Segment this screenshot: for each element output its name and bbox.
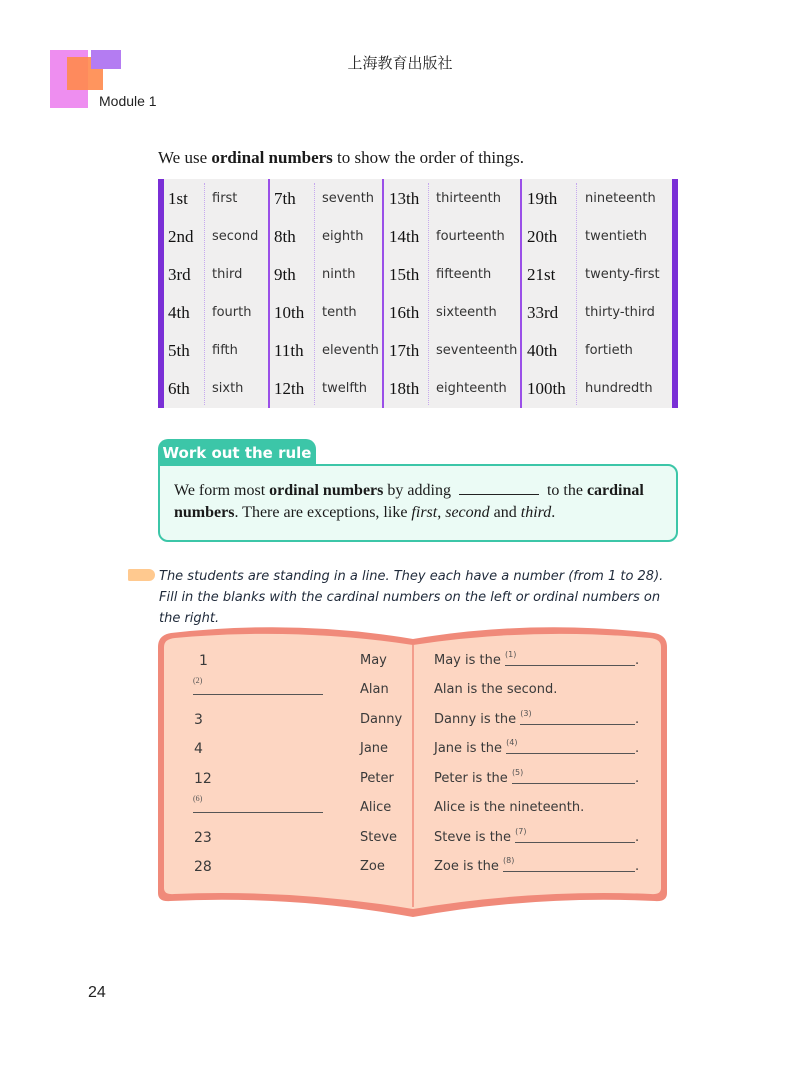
ordinal-word: ninth [322,267,356,282]
sentence-text: Alan is the second. [434,682,558,697]
ordinal-word: fifteenth [436,267,492,282]
ordinal-word: first [212,191,238,206]
rule-bold-cardinal: cardinal [586,482,644,499]
blank-number-label: (8) [502,856,515,865]
ordinal-word: twelfth [322,381,368,396]
sentence-text: Danny is the [434,712,521,727]
exercise-instruction: The students are standing in a line. They each have a number (from 1 to 28). Fill in the blanks with the cardinal numbers on the left or ordinal numbers on the right. [159,569,664,626]
ordinal-number: 3rd [168,265,191,284]
ordinal-number: 15th [389,265,420,284]
blank-number-label: (1) [505,650,517,659]
ordinal-number: 18th [389,379,420,398]
ordinal-number: 8th [274,227,296,246]
rule-text-part: by adding [383,482,455,499]
ordinal-word: sixth [212,381,244,396]
ordinal-word: sixteenth [436,305,497,320]
blank-number-label: (7) [515,827,527,836]
ordinal-word: seventeenth [436,343,518,358]
ordinal-blank[interactable] [506,738,635,754]
ordinal-sentence [434,682,557,697]
rule-title: Work out the rule [162,444,312,462]
ordinal-word: eighth [322,229,364,244]
ordinal-number: 5th [168,341,190,360]
ordinal-word: tenth [322,305,357,320]
ordinal-word: hundredth [585,381,653,396]
cardinal-number: 28 [194,859,212,875]
student-name: Peter [360,771,394,786]
rule-italic-second: second [445,504,490,521]
sentence-period: . [635,771,640,786]
ordinal-sentence [434,800,584,815]
student-name: Alice [360,800,392,815]
cardinal-blank[interactable] [193,794,325,816]
ordinal-word: eighteenth [436,381,507,396]
sentence-period: . [635,741,640,756]
ordinal-number: 14th [389,227,420,246]
ordinal-number: 40th [527,341,558,360]
ordinal-number: 16th [389,303,420,322]
ordinal-word: eleventh [322,343,379,358]
ordinal-word: twenty-first [585,267,660,282]
cardinal-blank[interactable] [193,676,325,698]
table-column-separator [268,179,270,408]
ordinal-word: fifth [212,343,238,358]
exercise-book [155,625,670,920]
rule-text-part: and [489,504,521,521]
ordinal-blank[interactable] [515,827,635,843]
ordinal-number: 100th [527,379,566,398]
table-dotted-separator [204,183,205,405]
student-name: Danny [360,712,403,727]
ordinal-number: 6th [168,379,190,398]
ordinal-blank[interactable] [520,709,635,725]
rule-italic-first: first [411,504,438,521]
ordinal-number: 10th [274,303,305,322]
ordinal-number: 11th [274,341,304,360]
ordinal-blank[interactable] [511,768,635,784]
rule-tab [158,439,316,467]
sentence-text: Peter is the [434,771,512,786]
page-number: 24 [88,984,106,1001]
ordinal-number: 2nd [168,227,194,246]
ordinal-word: thirty-third [585,305,655,320]
ordinal-word: third [212,267,243,282]
rule-italic-third: third [520,504,552,521]
blank-number-label: (2) [193,676,203,685]
table-column-separator [382,179,384,408]
ordinal-number: 13th [389,189,420,208]
ordinal-word: twentieth [585,229,648,244]
sentence-period: . [635,859,640,874]
ordinal-blank[interactable] [505,650,635,666]
ordinal-sentence [434,768,640,786]
rule-bold-ordinal: ordinal numbers [269,482,384,499]
blank-underline [193,798,323,813]
cardinal-number: 3 [194,712,203,728]
student-name: Alan [360,682,389,697]
ordinal-number: 7th [274,189,296,208]
intro-before: We use [158,148,212,167]
blank-number-label: (5) [511,768,524,777]
ordinal-blank[interactable] [502,856,635,872]
cardinal-number: 4 [194,741,203,757]
rule-text-part: , [437,504,446,521]
cardinal-number: 1 [199,653,208,669]
table-dotted-separator [576,183,577,405]
student-name: Jane [360,741,389,756]
rule-blank[interactable] [459,480,539,495]
sentence-period: . [635,830,640,845]
blank-number-label: (6) [193,794,203,803]
ordinal-number: 9th [274,265,296,284]
rule-bold-numbers: numbers [174,504,235,521]
intro-after: to show the order of things. [332,148,525,167]
ordinal-number: 19th [527,189,558,208]
cardinal-number: 23 [194,830,212,846]
student-name: Steve [360,830,398,845]
table-column-separator [520,179,522,408]
blank-number-label: (3) [520,709,532,718]
ordinal-word: thirteenth [436,191,501,206]
student-name: Zoe [360,859,385,874]
ordinal-numbers-table [158,179,678,408]
ordinal-number: 33rd [527,303,559,322]
intro-sentence [158,148,524,168]
table-dotted-separator [428,183,429,405]
blank-underline [193,680,323,695]
rule-text [174,480,662,524]
ordinal-word: seventh [322,191,375,206]
rule-text-part: . There are exceptions, like [234,504,412,521]
ordinal-sentence [434,738,640,756]
ordinal-word: fourteenth [436,229,505,244]
ordinal-word: second [212,229,259,244]
ordinal-sentence [434,827,640,845]
blank-number-label: (4) [506,738,518,747]
ordinal-number: 21st [527,265,556,284]
ordinal-number: 12th [274,379,305,398]
sentence-period: . [635,712,640,727]
ordinal-sentence [434,650,640,668]
instruction-tag-icon [128,569,155,581]
ordinal-sentence [434,709,640,727]
rule-text-part: We form most [174,482,270,499]
module-label: Module 1 [99,93,157,109]
ordinal-sentence [434,856,640,874]
sentence-text: Zoe is the [434,859,503,874]
ordinal-number: 17th [389,341,420,360]
ordinal-number: 1st [168,189,188,208]
cardinal-number: 12 [194,771,212,787]
ordinal-number: 20th [527,227,558,246]
rule-text-part: to the [542,482,587,499]
sentence-text: Alice is the nineteenth. [434,800,585,815]
sentence-period: . [635,653,640,668]
student-name: May [360,653,387,668]
sentence-text: May is the [434,653,505,668]
table-dotted-separator [314,183,315,405]
sentence-text: Jane is the [434,741,507,756]
intro-bold: ordinal numbers [211,148,333,167]
rule-box [158,464,678,542]
sentence-text: Steve is the [434,830,516,845]
ordinal-word: fortieth [585,343,633,358]
ordinal-word: nineteenth [585,191,656,206]
publisher-name: 上海教育出版社 [347,54,453,72]
ordinal-word: fourth [212,305,252,320]
rule-text-part: . [551,504,556,521]
ordinal-number: 4th [168,303,190,322]
